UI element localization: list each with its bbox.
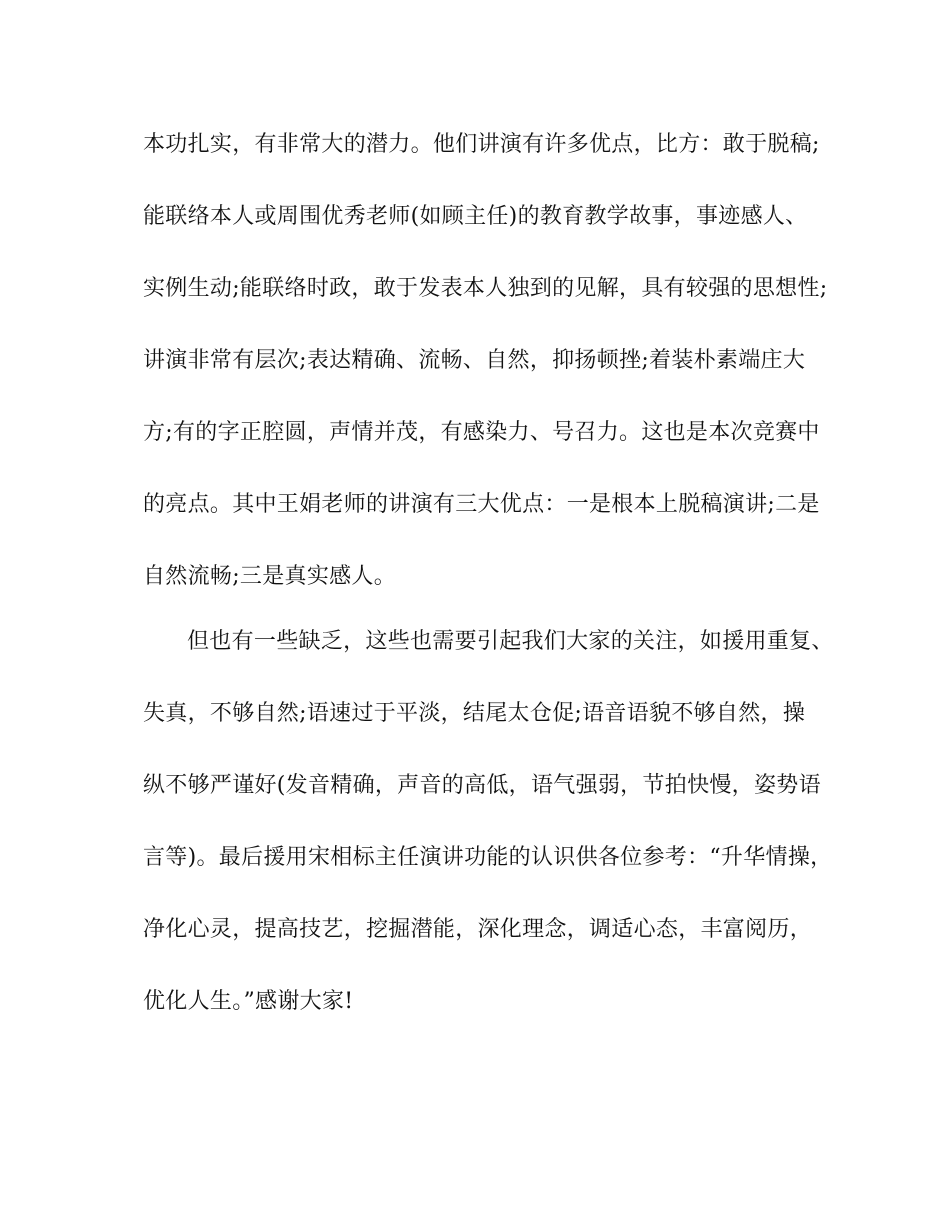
paragraph-2-line-6: 优化人生。”感谢大家! <box>143 989 354 1014</box>
paragraph-1-line-2: 能联络本人或周围优秀老师(如顾主任)的教育教学故事，事迹感人、 <box>143 204 808 229</box>
paragraph-1-line-1: 本功扎实，有非常大的潜力。他们讲演有许多优点，比方：敢于脱稿; <box>143 132 820 157</box>
paragraph-2-line-5: 净化心灵，提高技艺，挖掘潜能，深化理念，调适心态，丰富阅历， <box>143 917 813 942</box>
paragraph-2-line-4: 言等)。最后援用宋相标主任演讲功能的认识供各位参考：“升华情操， <box>143 845 833 870</box>
paragraph-2-line-3: 纵不够严谨好(发音精确，声音的高低，语气强弱，节拍快慢，姿势语 <box>143 773 821 798</box>
paragraph-1-line-5: 方;有的字正腔圆，声情并茂，有感染力、号召力。这也是本次竞赛中 <box>143 420 820 445</box>
paragraph-1-line-4: 讲演非常有层次;表达精确、流畅、自然，抑扬顿挫;着装朴素端庄大 <box>143 348 806 373</box>
paragraph-1-line-6: 的亮点。其中王娟老师的讲演有三大优点：一是根本上脱稿演讲;二是 <box>143 492 820 517</box>
paragraph-2-line-2: 失真，不够自然;语速过于平淡，结尾太仓促;语音语貌不够自然，操 <box>143 701 806 726</box>
paragraph-1-line-3: 实例生动;能联络时政，敢于发表本人独到的见解，具有较强的思想性; <box>143 276 828 301</box>
paragraph-1-line-7: 自然流畅;三是真实感人。 <box>143 564 397 589</box>
paragraph-2-line-1: 但也有一些缺乏，这些也需要引起我们大家的关注，如援用重复、 <box>187 629 834 654</box>
